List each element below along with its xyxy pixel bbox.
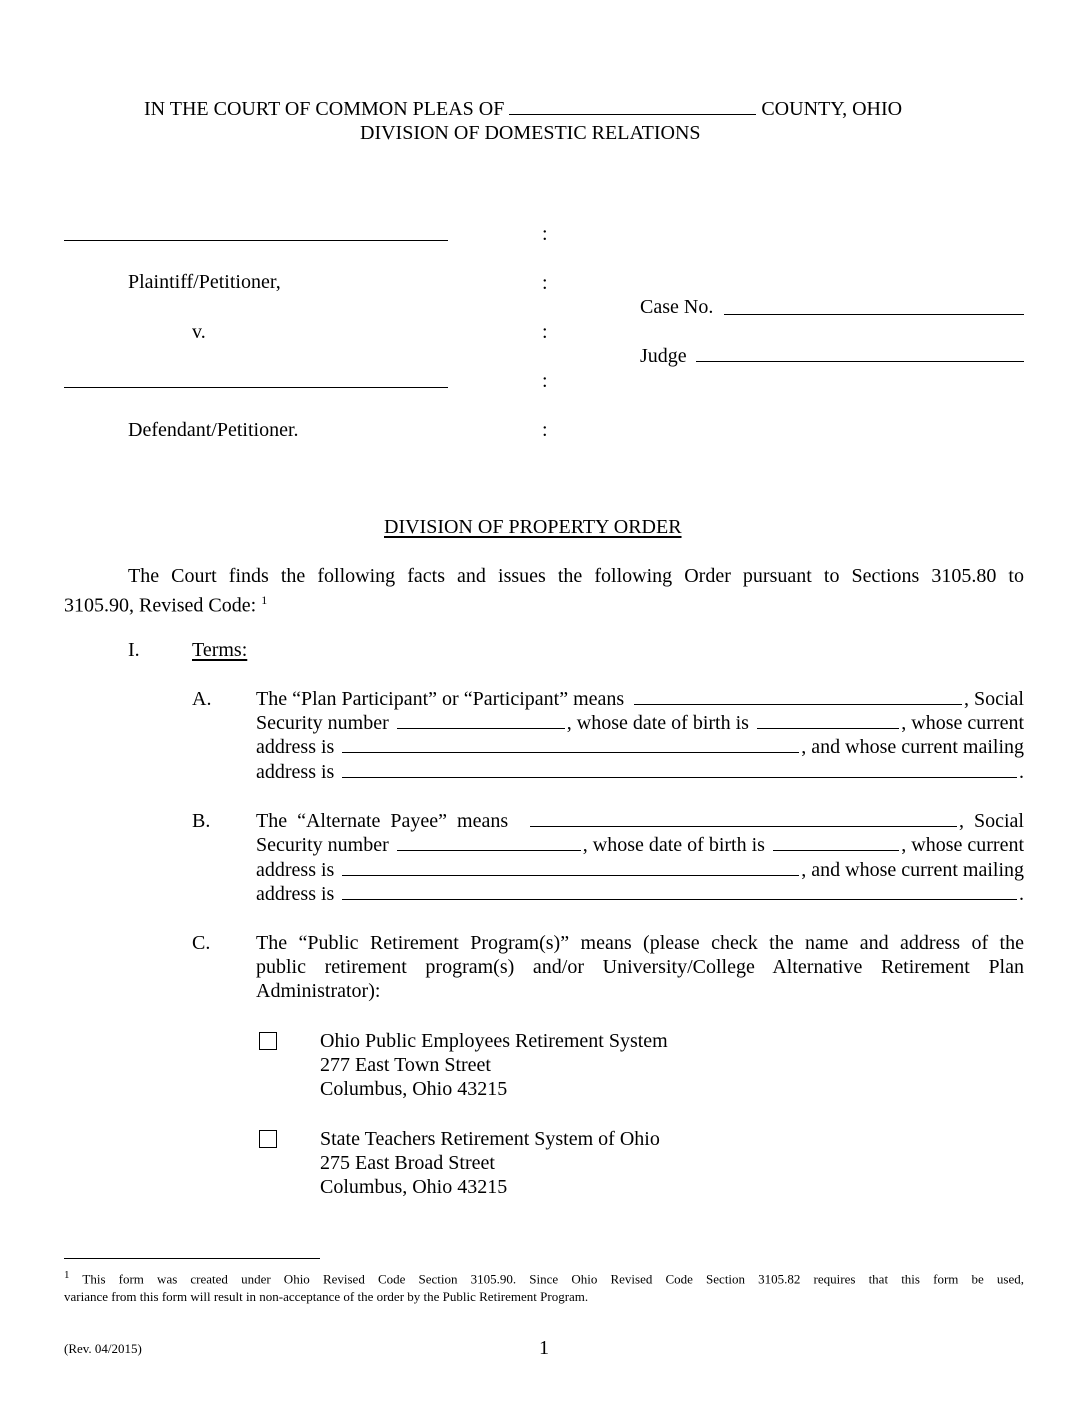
plaintiff-name-field[interactable] [64,240,448,241]
program-city: Columbus, Ohio 43215 [320,1078,508,1100]
caption-colon-1: : [542,223,548,245]
case-no-row [640,295,713,319]
item-a-line-1 [256,687,1024,711]
item-c-line-3: Administrator): [256,980,381,1002]
item-b-line-2 [256,833,1024,857]
item-a-text: , Social [964,688,1024,710]
item-a-text: . [1019,761,1024,783]
intro-line-2 [64,588,267,618]
footnote-line-1 [64,1266,1024,1288]
opers-checkbox[interactable] [259,1032,277,1050]
alternate-payee-dob-field[interactable] [773,834,899,851]
item-c-line-2: public retirement program(s) and/or University/College Alternative Retirement Plan [256,956,1024,978]
item-a-text: Security number [256,712,389,734]
defendant-label: Defendant/Petitioner. [128,419,299,441]
item-a-text: The “Plan Participant” or “Participant” means [256,688,625,710]
footnote-text: This form was created under Ohio Revised Code Section 3105.90. Since Ohio Revised Code Section 3105.82 requires that this form be used, [82,1271,1025,1287]
footnote-divider [64,1258,320,1259]
court-prefix: IN THE COURT OF COMMON PLEAS OF [144,98,505,120]
item-b-line-4 [256,882,1024,906]
item-b-text: . [1019,883,1024,905]
court-header [144,96,902,121]
program-name: State Teachers Retirement System of Ohio [320,1128,660,1150]
program-opers [320,1029,668,1101]
court-suffix: COUNTY, OHIO [761,98,903,120]
item-a-text: , whose date of birth is [566,712,749,734]
item-c-letter: C. [192,932,211,954]
case-no-label: Case No. [640,296,714,318]
program-name: Ohio Public Employees Retirement System [320,1030,668,1052]
item-b-text: , Social [959,810,1024,832]
section-numeral: I. [128,639,140,661]
footnote-ref: 1 [261,593,268,607]
item-a-line-2 [256,711,1024,735]
page-number: 1 [539,1337,549,1359]
item-c-line-1: The “Public Retirement Program(s)” means (please check the name and address of the [256,932,1024,954]
division-heading: DIVISION OF DOMESTIC RELATIONS [360,122,701,144]
item-b-text: , and whose current mailing [801,859,1024,881]
program-city: Columbus, Ohio 43215 [320,1176,508,1198]
item-a-text: address is [256,736,335,758]
item-a-text: , and whose current mailing [801,736,1024,758]
case-no-field[interactable] [724,314,1024,315]
judge-row [640,344,687,368]
strs-checkbox[interactable] [259,1130,277,1148]
item-b-letter: B. [192,810,211,832]
judge-label: Judge [640,345,687,367]
caption-colon-4: : [542,370,548,392]
footnote [64,1266,1024,1306]
alternate-payee-address-field[interactable] [342,859,799,876]
program-street: 275 East Broad Street [320,1152,495,1174]
item-a-letter: A. [192,688,212,710]
participant-address-field[interactable] [342,736,799,753]
alternate-payee-name-field[interactable] [530,810,957,827]
caption-colon-2: : [542,272,548,294]
item-a-text: , whose current [901,712,1024,734]
item-a-text: address is [256,761,335,783]
judge-field[interactable] [696,361,1024,362]
intro-line-1: The Court finds the following facts and issues the following Order pursuant to Sections 3105.80 to [128,565,1024,587]
county-field[interactable] [509,96,756,115]
item-b-text: address is [256,883,335,905]
participant-dob-field[interactable] [757,712,899,729]
item-b-text: , whose date of birth is [582,834,765,856]
program-strs [320,1127,660,1199]
item-b-text: address is [256,859,335,881]
defendant-name-field[interactable] [64,387,448,388]
intro-line-2-text: 3105.90, Revised Code: [64,594,257,617]
item-b-line-1 [256,809,1024,833]
section-heading: Terms: [192,639,248,661]
item-b-line-3 [256,858,1024,882]
revision-label: (Rev. 04/2015) [64,1341,142,1356]
footnote-number: 1 [64,1269,70,1281]
participant-mailing-address-field[interactable] [342,761,1017,778]
participant-ssn-field[interactable] [397,712,565,729]
item-b-text: , whose current [901,834,1024,856]
order-title: DIVISION OF PROPERTY ORDER [384,516,682,538]
caption-colon-5: : [542,419,548,441]
participant-name-field[interactable] [634,688,962,705]
plaintiff-label: Plaintiff/Petitioner, [128,271,281,293]
caption-colon-3: : [542,321,548,343]
item-b-text: Security number [256,834,389,856]
versus-label: v. [192,321,206,343]
program-street: 277 East Town Street [320,1054,491,1076]
alternate-payee-ssn-field[interactable] [397,834,581,851]
alternate-payee-mailing-address-field[interactable] [342,883,1017,900]
item-a-line-3 [256,735,1024,759]
item-b-text: The “Alternate Payee” means [256,810,509,832]
item-a-line-4 [256,760,1024,784]
footnote-line-2: variance from this form will result in non-acceptance of the order by the Public Retirement Program. [64,1289,589,1305]
